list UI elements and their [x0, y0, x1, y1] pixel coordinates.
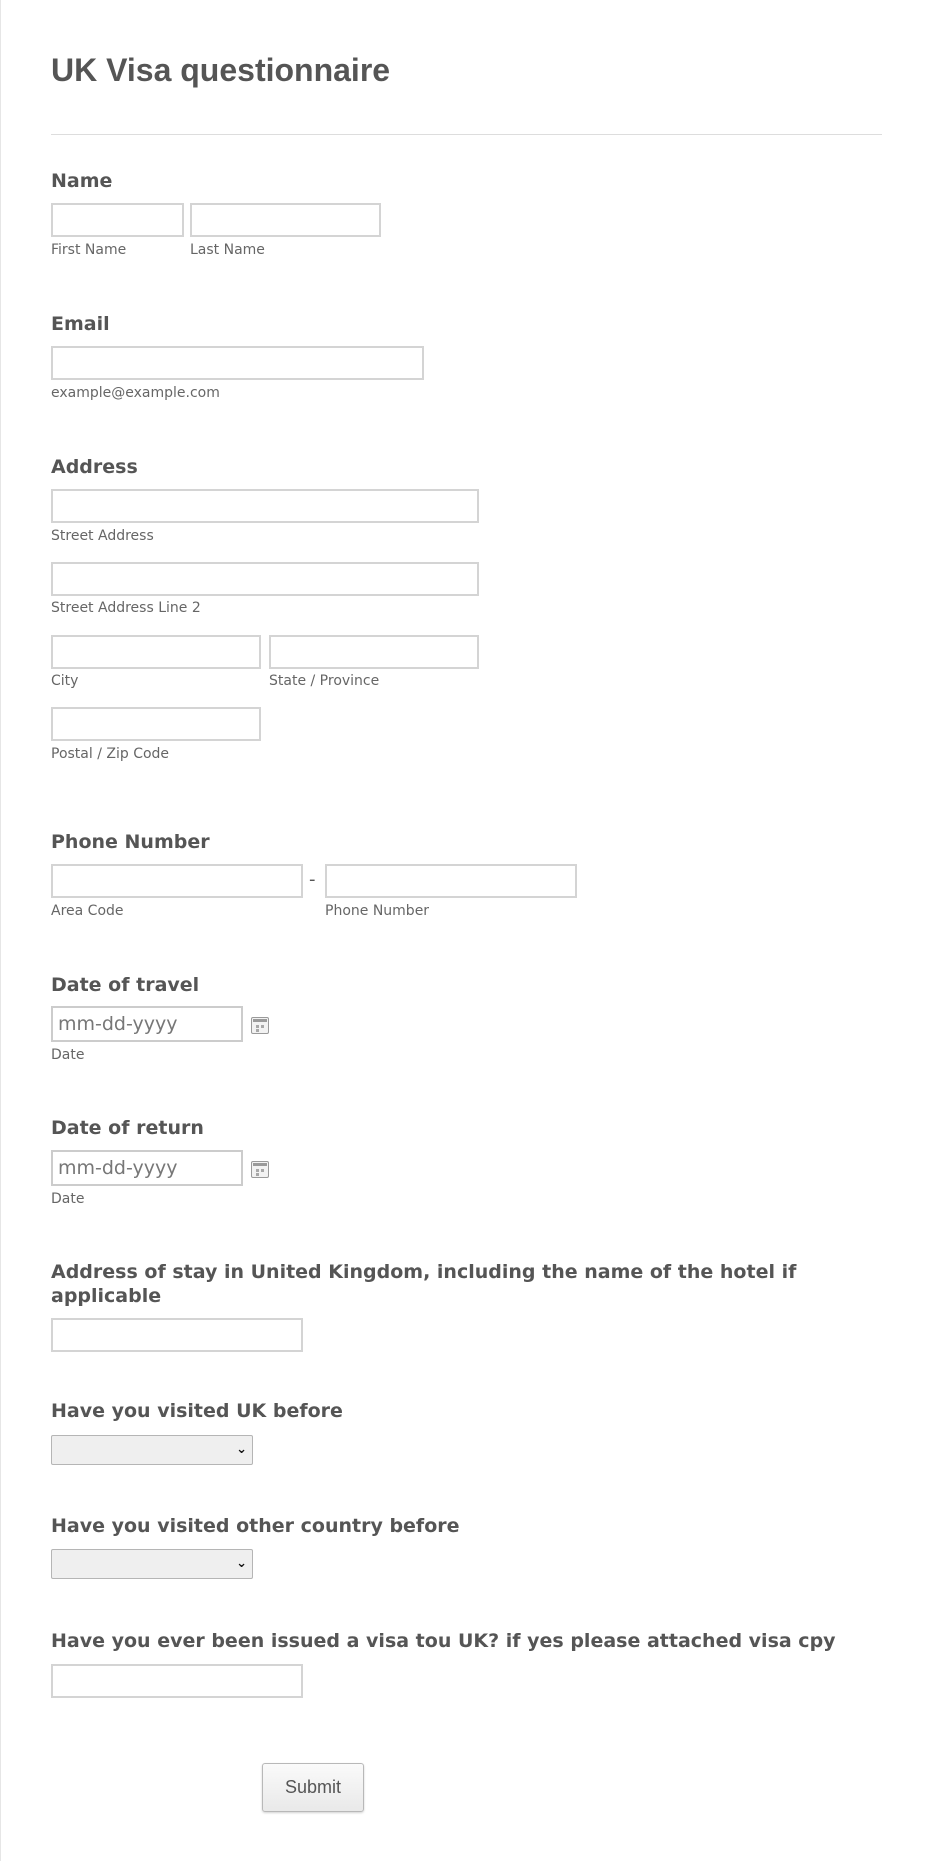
phone-separator: -: [309, 869, 316, 890]
street-address-input[interactable]: [51, 489, 479, 523]
state-province-sublabel: State / Province: [269, 673, 380, 689]
calendar-icon[interactable]: [251, 1161, 269, 1178]
submit-button[interactable]: Submit: [262, 1763, 364, 1812]
phone-label: Phone Number: [51, 831, 210, 853]
first-name-input[interactable]: [51, 203, 184, 237]
form-title: UK Visa questionnaire: [51, 52, 391, 88]
chevron-down-icon: ⌄: [236, 1442, 247, 1457]
visited-uk-select[interactable]: [51, 1435, 253, 1465]
return-date-sublabel: Date: [51, 1191, 85, 1207]
travel-date-sublabel: Date: [51, 1047, 85, 1063]
visa-issued-input[interactable]: [51, 1664, 303, 1698]
chevron-down-icon: ⌄: [236, 1556, 247, 1571]
phone-number-sublabel: Phone Number: [325, 903, 430, 919]
city-sublabel: City: [51, 673, 79, 689]
calendar-icon[interactable]: [251, 1017, 269, 1034]
visa-issued-label: Have you ever been issued a visa tou UK? if yes please attached visa cpy: [51, 1630, 836, 1652]
street-address-sublabel: Street Address: [51, 528, 154, 544]
visited-uk-label: Have you visited UK before: [51, 1400, 343, 1422]
city-input[interactable]: [51, 635, 261, 669]
area-code-input[interactable]: [51, 864, 303, 898]
return-date-input[interactable]: [51, 1150, 243, 1186]
travel-date-input[interactable]: [51, 1006, 243, 1042]
email-label: Email: [51, 313, 110, 335]
postal-code-sublabel: Postal / Zip Code: [51, 746, 170, 762]
travel-date-label: Date of travel: [51, 974, 200, 996]
last-name-input[interactable]: [190, 203, 381, 237]
stay-address-label: Address of stay in United Kingdom, including the name of the hotel if applicable: [51, 1261, 797, 1307]
phone-number-input[interactable]: [325, 864, 577, 898]
area-code-sublabel: Area Code: [51, 903, 124, 919]
email-sublabel: example@example.com: [51, 385, 220, 401]
return-date-label: Date of return: [51, 1117, 204, 1139]
first-name-sublabel: First Name: [51, 242, 127, 258]
stay-address-input[interactable]: [51, 1318, 303, 1352]
visited-other-select[interactable]: [51, 1549, 253, 1579]
name-label: Name: [51, 170, 113, 192]
address-label: Address: [51, 456, 138, 478]
last-name-sublabel: Last Name: [190, 242, 265, 258]
street-address-line2-input[interactable]: [51, 562, 479, 596]
postal-code-input[interactable]: [51, 707, 261, 741]
visited-other-label: Have you visited other country before: [51, 1515, 460, 1537]
email-input[interactable]: [51, 346, 424, 380]
title-divider: [51, 134, 882, 135]
state-province-input[interactable]: [269, 635, 479, 669]
street-address-line2-sublabel: Street Address Line 2: [51, 600, 201, 616]
